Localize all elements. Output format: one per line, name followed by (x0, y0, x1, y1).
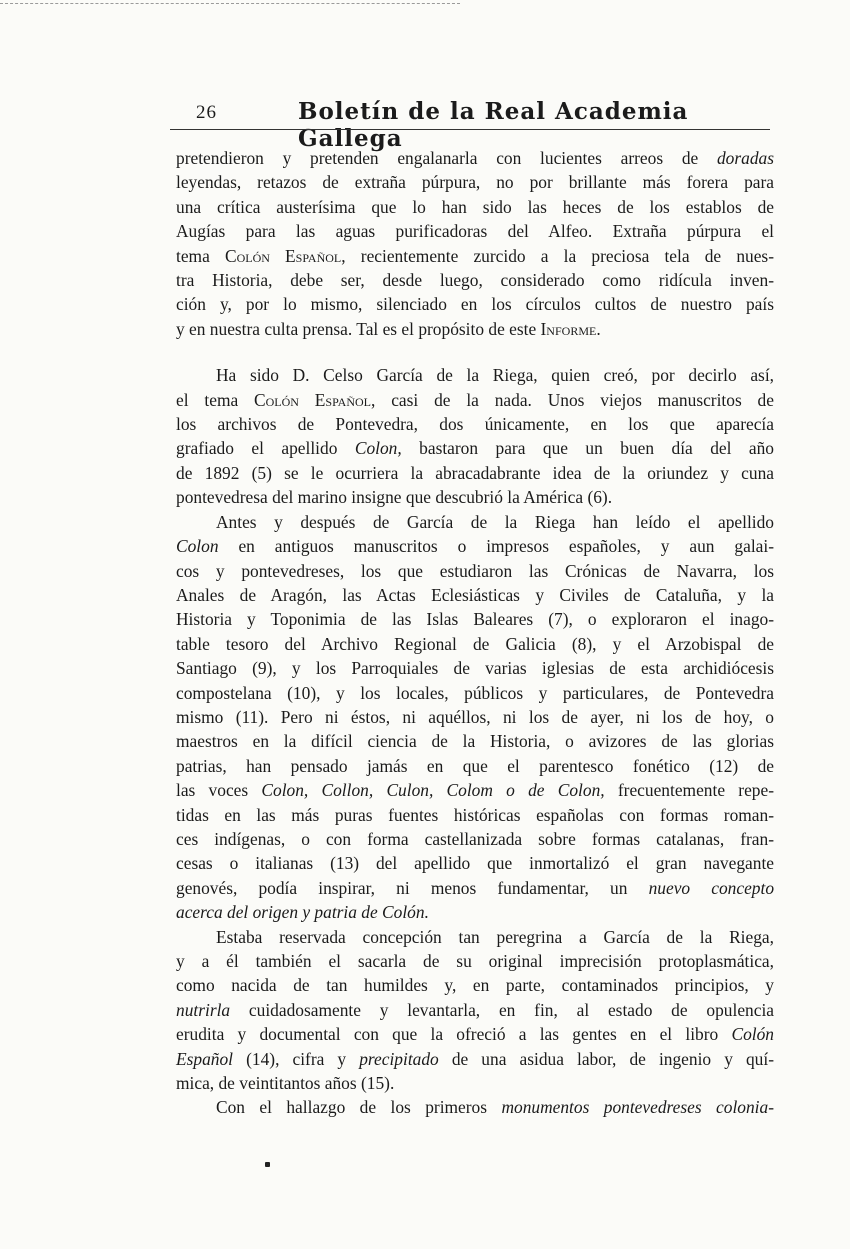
text-line: Antes y después de García de la Riega han leído el apellido (216, 511, 774, 532)
text-line: leyendas, retazos de extraña púrpura, no por brillante más forera para (176, 172, 774, 193)
text-line: ces indígenas, o con forma castellanizada sobre formas catalanas, fran- (176, 828, 774, 849)
text-line: maestros en la difícil ciencia de la Historia, o avizores de las glorias (176, 731, 774, 752)
paragraph-gap (176, 341, 774, 363)
text-line: table tesoro del Archivo Regional de Galicia (8), y el Arzobispal de (176, 633, 774, 654)
paragraph (176, 146, 774, 341)
running-title: Boletín de la Real Academia Gallega (298, 98, 689, 152)
text-line: mica, de veintitantos años (15). (176, 1073, 395, 1094)
text-line: nutrirla cuidadosamente y levantarla, en fin, al estado de opulencia (176, 999, 774, 1020)
text-line: Historia y Toponimia de las Islas Baleares (7), o exploraron el inago- (176, 609, 774, 630)
text-line: mismo (11). Pero ni éstos, ni aquéllos, ni los de ayer, ni los de hoy, o (176, 706, 774, 727)
text-line: una crítica austerísima que lo han sido las heces de los establos de (176, 196, 774, 217)
text-line: grafiado el apellido Colon, bastaron para que un buen día del año (176, 438, 774, 459)
text-line: Con el hallazgo de los primeros monumentos pontevedreses colonia- (216, 1097, 774, 1118)
text-line: genovés, podía inspirar, ni menos fundamentar, un nuevo concepto (176, 877, 775, 898)
text-line: Anales de Aragón, las Actas Eclesiásticas y Civiles de Cataluña, y la (176, 584, 774, 605)
paragraph (176, 1095, 774, 1119)
text-line: y a él también el sacarla de su original imprecisión protoplasmática, (176, 951, 774, 971)
text-line: ción y, por lo mismo, silenciado en los círculos cultos de nuestro país (176, 294, 774, 315)
text-line: Augías para las aguas purificadoras del Alfeo. Extraña púrpura el (176, 221, 774, 242)
text-line: los archivos de Pontevedra, dos únicamente, en los que aparecía (176, 414, 774, 435)
text-line: tra Historia, debe ser, desde luego, considerado como ridícula inven- (176, 270, 774, 291)
text-line: y en nuestra culta prensa. Tal es el propósito de este Informe. (176, 318, 601, 339)
text-line: Estaba reservada concepción tan peregrina a García de la Riega, (216, 926, 774, 947)
body-text (176, 146, 774, 1120)
top-edge-rule (0, 3, 460, 4)
text-line: compostelana (10), y los locales, públicos y particulares, de Pontevedra (176, 682, 774, 703)
text-line: patrias, han pensado jamás en que el parentesco fonético (12) de (176, 755, 774, 776)
page-number: 26 (196, 102, 217, 123)
text-line: el tema Colón Español, casi de la nada. Unos viejos manuscritos de (176, 389, 774, 410)
text-line: como nacida de tan humildes y, en parte, contaminados principios, y (176, 975, 774, 996)
text-line: pontevedresa del marino insigne que descubrió la América (6). (176, 487, 613, 508)
text-line: Español (14), cifra y precipitado de una asidua labor, de ingenio y quí- (176, 1048, 774, 1069)
text-line: pretendieron y pretenden engalanarla con lucientes arreos de doradas (176, 148, 774, 168)
paragraph (176, 363, 774, 509)
page-header (176, 98, 770, 152)
ink-speck (265, 1162, 270, 1167)
text-line: cos y pontevedreses, los que estudiaron las Crónicas de Navarra, los (176, 560, 774, 581)
header-rule (170, 129, 770, 130)
text-line: tidas en las más puras fuentes históricas españolas con formas roman- (176, 804, 774, 825)
paragraph (176, 510, 774, 925)
text-line: Colon en antiguos manuscritos o impresos españoles, y aun galai- (176, 536, 774, 557)
text-line: cesas o italianas (13) del apellido que inmortalizó el gran navegante (176, 853, 774, 874)
text-line: tema Colón Español, recientemente zurcido a la preciosa tela de nues- (176, 245, 774, 266)
text-line: Ha sido D. Celso García de la Riega, quien creó, por decirlo así, (216, 365, 774, 386)
text-line: erudita y documental con que la ofreció a las gentes en el libro Colón (176, 1024, 774, 1045)
text-line: las voces Colon, Collon, Culon, Colom o de Colon, frecuentemente repe- (176, 780, 774, 801)
text-line: Santiago (9), y los Parroquiales de varias iglesias de esta archidiócesis (176, 658, 774, 679)
paragraph (176, 925, 774, 1096)
text-line: acerca del origen y patria de Colón. (176, 902, 429, 923)
text-line: de 1892 (5) se le ocurriera la abracadabrante idea de la oriundez y cuna (176, 462, 774, 483)
